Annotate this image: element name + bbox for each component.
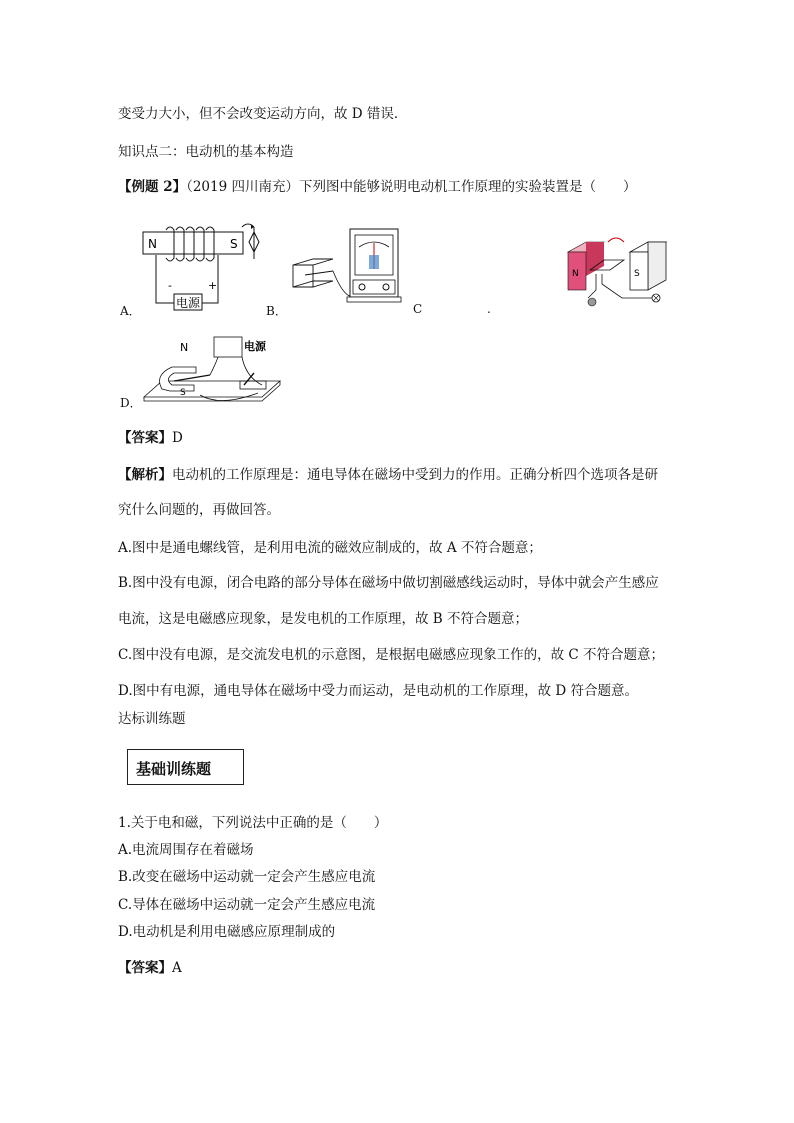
question-1-option-b: B.改变在磁场中运动就一定会产生感应电流 xyxy=(118,869,376,885)
option-d-explanation: D.图中有电源，通电导体在磁场中受力而运动，是电动机的工作原理，故 D 符合题意。 xyxy=(118,683,639,699)
figure-a-solenoid xyxy=(138,215,268,315)
option-a-explanation: A.图中是通电螺线管，是利用电流的磁效应制成的，故 A 不符合题意； xyxy=(118,540,542,556)
figure-c-label: C xyxy=(413,302,423,316)
basic-training-title: 基础训练题 xyxy=(136,760,212,778)
example-question-text: （2019 四川南充）下列图中能够说明电动机工作原理的实验装置是（ ） xyxy=(186,179,637,195)
example-2-question xyxy=(118,178,637,196)
figure-a-label: A． xyxy=(120,304,141,318)
answer-tag: 【答案】 xyxy=(118,430,172,446)
analysis-tag: 【解析】 xyxy=(118,467,172,483)
fig-d-south-label: S xyxy=(180,388,186,398)
figure-b-label: B． xyxy=(266,304,287,318)
text-line: 变受力大小，但不会改变运动方向，故 D 错误． xyxy=(118,106,408,122)
fig-d-power-label: 电源 xyxy=(244,340,266,353)
question-1: 1.关于电和磁，下列说法中正确的是（ ） xyxy=(118,815,388,831)
fig-a-south-label: S xyxy=(230,237,238,251)
analysis-text-1: 电动机的工作原理是：通电导体在磁场中受到力的作用。正确分析四个选项各是研 xyxy=(172,467,658,483)
figure-d-label: D． xyxy=(120,396,142,410)
fig-c-north-label: N xyxy=(572,269,579,279)
fig-c-south-label: S xyxy=(634,269,640,279)
answer-2-tag: 【答案】 xyxy=(118,960,172,976)
fig-a-minus-label: - xyxy=(168,279,172,292)
analysis-line-2: 究什么问题的，再做回答。 xyxy=(118,502,280,518)
section-heading-practice: 达标训练题 xyxy=(118,711,186,727)
question-1-option-d: D.电动机是利用电磁感应原理制成的 xyxy=(118,924,336,940)
answer-2 xyxy=(118,959,182,977)
basic-training-box xyxy=(127,749,244,785)
example-tag: 【例题 2】 xyxy=(118,179,187,195)
fig-d-north-label: N xyxy=(180,341,189,354)
question-1-option-a: A.电流周围存在着磁场 xyxy=(118,842,254,858)
answer-2-value: A xyxy=(172,960,182,976)
section-heading-knowledge-2: 知识点二：电动机的基本构造 xyxy=(118,144,294,160)
figure-c-dot: . xyxy=(487,302,491,316)
fig-a-power-label: 电源 xyxy=(176,296,201,310)
figure-d-motor xyxy=(140,335,285,407)
figure-c-generator xyxy=(560,232,670,317)
fig-a-plus-label: + xyxy=(208,279,218,292)
answer-value: D xyxy=(172,430,183,446)
figure-b-galvanometer xyxy=(285,225,405,310)
question-1-option-c: C.导体在磁场中运动就一定会产生感应电流 xyxy=(118,897,376,913)
analysis-line-1 xyxy=(118,466,658,484)
answer-1 xyxy=(118,429,183,447)
option-b-explanation-1: B.图中没有电源，闭合电路的部分导体在磁场中做切割磁感线运动时，导体中就会产生感应 xyxy=(118,575,659,591)
option-c-explanation: C.图中没有电源，是交流发电机的示意图，是根据电磁感应现象工作的，故 C 不符合题意； xyxy=(118,647,665,663)
fig-a-north-label: N xyxy=(148,237,157,251)
option-b-explanation-2: 电流，这是电磁感应现象，是发电机的工作原理，故 B 不符合题意； xyxy=(118,611,529,627)
